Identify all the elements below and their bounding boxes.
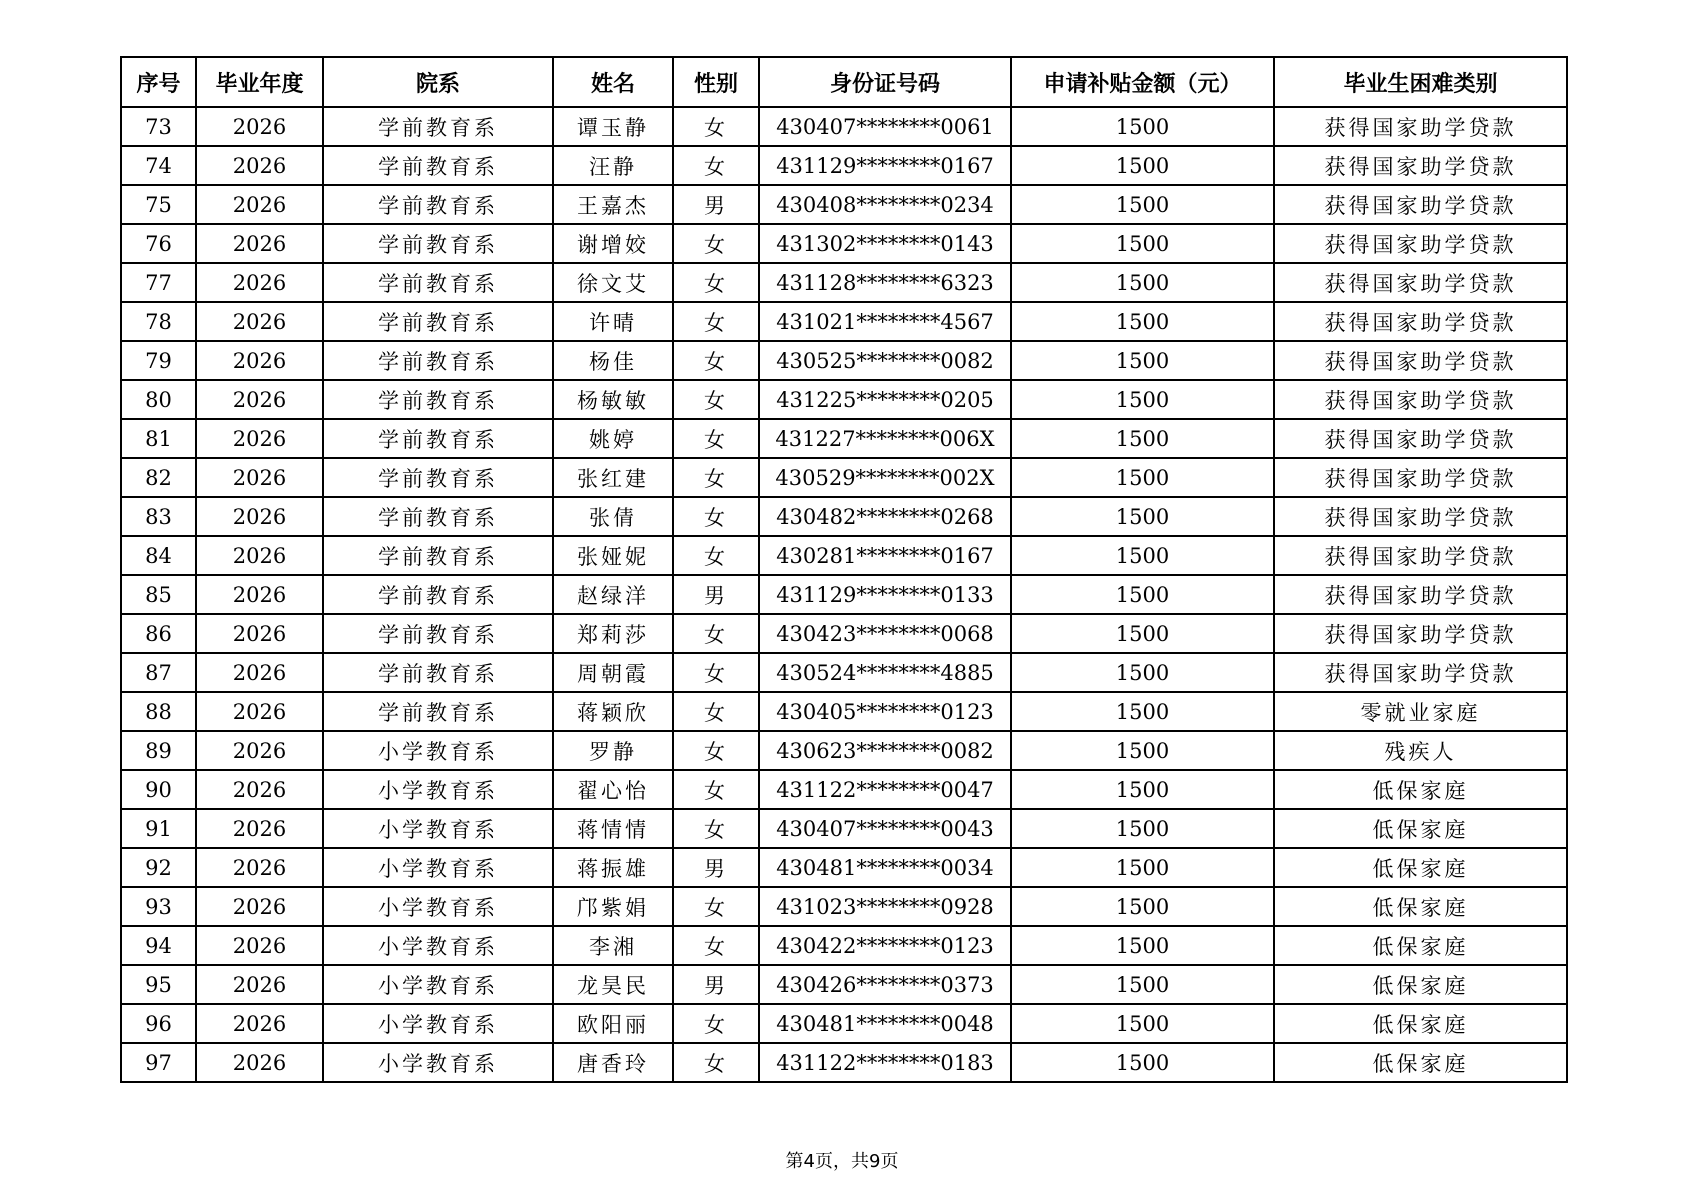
cell-seq: 91 <box>121 809 196 848</box>
cell-difficulty-category: 获得国家助学贷款 <box>1274 263 1567 302</box>
table-row <box>121 458 1567 497</box>
table-row <box>121 731 1567 770</box>
cell-subsidy-amount: 1500 <box>1011 1043 1274 1082</box>
cell-id-number: 431225********0205 <box>759 380 1011 419</box>
cell-grad-year: 2026 <box>196 1004 323 1043</box>
cell-id-number: 430525********0082 <box>759 341 1011 380</box>
cell-name: 汪静 <box>553 146 673 185</box>
table-row <box>121 380 1567 419</box>
table-row <box>121 965 1567 1004</box>
table-row <box>121 1004 1567 1043</box>
cell-name: 赵绿洋 <box>553 575 673 614</box>
cell-difficulty-category: 获得国家助学贷款 <box>1274 458 1567 497</box>
table-row <box>121 263 1567 302</box>
cell-gender: 女 <box>673 770 759 809</box>
cell-id-number: 430405********0123 <box>759 692 1011 731</box>
cell-subsidy-amount: 1500 <box>1011 107 1274 146</box>
cell-difficulty-category: 获得国家助学贷款 <box>1274 341 1567 380</box>
cell-id-number: 431128********6323 <box>759 263 1011 302</box>
table-row <box>121 419 1567 458</box>
cell-gender: 女 <box>673 614 759 653</box>
cell-subsidy-amount: 1500 <box>1011 263 1274 302</box>
table-row <box>121 575 1567 614</box>
cell-grad-year: 2026 <box>196 848 323 887</box>
cell-grad-year: 2026 <box>196 497 323 536</box>
cell-name: 郑莉莎 <box>553 614 673 653</box>
cell-gender: 女 <box>673 107 759 146</box>
cell-id-number: 430481********0034 <box>759 848 1011 887</box>
cell-grad-year: 2026 <box>196 1043 323 1082</box>
cell-name: 欧阳丽 <box>553 1004 673 1043</box>
cell-id-number: 430529********002X <box>759 458 1011 497</box>
cell-id-number: 430422********0123 <box>759 926 1011 965</box>
cell-department: 学前教育系 <box>323 185 553 224</box>
table-row <box>121 809 1567 848</box>
cell-gender: 女 <box>673 497 759 536</box>
header-col-difficulty-category: 毕业生困难类别 <box>1274 57 1567 107</box>
cell-seq: 92 <box>121 848 196 887</box>
cell-id-number: 430407********0043 <box>759 809 1011 848</box>
header-col-grad-year: 毕业年度 <box>196 57 323 107</box>
cell-grad-year: 2026 <box>196 263 323 302</box>
cell-subsidy-amount: 1500 <box>1011 1004 1274 1043</box>
cell-gender: 女 <box>673 653 759 692</box>
cell-id-number: 430408********0234 <box>759 185 1011 224</box>
cell-department: 小学教育系 <box>323 731 553 770</box>
cell-subsidy-amount: 1500 <box>1011 965 1274 1004</box>
cell-grad-year: 2026 <box>196 965 323 1004</box>
cell-seq: 93 <box>121 887 196 926</box>
cell-seq: 78 <box>121 302 196 341</box>
cell-difficulty-category: 低保家庭 <box>1274 809 1567 848</box>
cell-name: 邝紫娟 <box>553 887 673 926</box>
cell-department: 学前教育系 <box>323 146 553 185</box>
cell-grad-year: 2026 <box>196 302 323 341</box>
cell-gender: 女 <box>673 341 759 380</box>
cell-difficulty-category: 获得国家助学贷款 <box>1274 419 1567 458</box>
cell-name: 许晴 <box>553 302 673 341</box>
cell-seq: 86 <box>121 614 196 653</box>
cell-difficulty-category: 低保家庭 <box>1274 770 1567 809</box>
cell-id-number: 431021********4567 <box>759 302 1011 341</box>
cell-name: 龙昊民 <box>553 965 673 1004</box>
cell-department: 小学教育系 <box>323 1043 553 1082</box>
cell-id-number: 431227********006X <box>759 419 1011 458</box>
cell-name: 杨敏敏 <box>553 380 673 419</box>
cell-name: 张娅妮 <box>553 536 673 575</box>
cell-gender: 男 <box>673 965 759 1004</box>
table-row <box>121 224 1567 263</box>
cell-department: 学前教育系 <box>323 380 553 419</box>
cell-grad-year: 2026 <box>196 653 323 692</box>
table-row <box>121 536 1567 575</box>
table-row <box>121 107 1567 146</box>
table-row <box>121 1043 1567 1082</box>
cell-gender: 女 <box>673 302 759 341</box>
cell-difficulty-category: 低保家庭 <box>1274 887 1567 926</box>
cell-department: 小学教育系 <box>323 848 553 887</box>
table-row <box>121 614 1567 653</box>
cell-grad-year: 2026 <box>196 926 323 965</box>
cell-subsidy-amount: 1500 <box>1011 146 1274 185</box>
cell-gender: 男 <box>673 185 759 224</box>
cell-seq: 77 <box>121 263 196 302</box>
cell-gender: 女 <box>673 224 759 263</box>
cell-id-number: 431122********0047 <box>759 770 1011 809</box>
cell-subsidy-amount: 1500 <box>1011 848 1274 887</box>
cell-name: 蒋情情 <box>553 809 673 848</box>
cell-seq: 88 <box>121 692 196 731</box>
cell-name: 王嘉杰 <box>553 185 673 224</box>
cell-gender: 男 <box>673 848 759 887</box>
cell-difficulty-category: 获得国家助学贷款 <box>1274 224 1567 263</box>
cell-department: 学前教育系 <box>323 575 553 614</box>
cell-subsidy-amount: 1500 <box>1011 653 1274 692</box>
table-header <box>121 57 1567 107</box>
cell-gender: 女 <box>673 419 759 458</box>
cell-gender: 女 <box>673 1043 759 1082</box>
cell-seq: 83 <box>121 497 196 536</box>
cell-gender: 女 <box>673 926 759 965</box>
cell-grad-year: 2026 <box>196 380 323 419</box>
cell-grad-year: 2026 <box>196 770 323 809</box>
cell-name: 谭玉静 <box>553 107 673 146</box>
cell-difficulty-category: 获得国家助学贷款 <box>1274 380 1567 419</box>
cell-difficulty-category: 残疾人 <box>1274 731 1567 770</box>
cell-id-number: 430524********4885 <box>759 653 1011 692</box>
cell-difficulty-category: 获得国家助学贷款 <box>1274 575 1567 614</box>
cell-gender: 女 <box>673 263 759 302</box>
cell-department: 小学教育系 <box>323 770 553 809</box>
cell-difficulty-category: 低保家庭 <box>1274 965 1567 1004</box>
cell-gender: 女 <box>673 731 759 770</box>
table-row <box>121 185 1567 224</box>
cell-seq: 81 <box>121 419 196 458</box>
cell-gender: 女 <box>673 692 759 731</box>
table-row <box>121 146 1567 185</box>
cell-id-number: 430623********0082 <box>759 731 1011 770</box>
cell-id-number: 430426********0373 <box>759 965 1011 1004</box>
header-col-department: 院系 <box>323 57 553 107</box>
cell-gender: 女 <box>673 146 759 185</box>
cell-grad-year: 2026 <box>196 575 323 614</box>
cell-name: 蒋颖欣 <box>553 692 673 731</box>
cell-grad-year: 2026 <box>196 887 323 926</box>
cell-id-number: 431122********0183 <box>759 1043 1011 1082</box>
cell-grad-year: 2026 <box>196 731 323 770</box>
cell-gender: 女 <box>673 887 759 926</box>
cell-name: 李湘 <box>553 926 673 965</box>
cell-subsidy-amount: 1500 <box>1011 458 1274 497</box>
cell-name: 杨佳 <box>553 341 673 380</box>
table-row <box>121 497 1567 536</box>
cell-seq: 85 <box>121 575 196 614</box>
cell-gender: 女 <box>673 809 759 848</box>
cell-subsidy-amount: 1500 <box>1011 419 1274 458</box>
header-col-id-number: 身份证号码 <box>759 57 1011 107</box>
cell-seq: 87 <box>121 653 196 692</box>
cell-name: 徐文艾 <box>553 263 673 302</box>
cell-seq: 97 <box>121 1043 196 1082</box>
cell-seq: 74 <box>121 146 196 185</box>
cell-name: 姚婷 <box>553 419 673 458</box>
cell-gender: 女 <box>673 1004 759 1043</box>
cell-name: 周朝霞 <box>553 653 673 692</box>
cell-department: 学前教育系 <box>323 341 553 380</box>
cell-seq: 94 <box>121 926 196 965</box>
header-col-subsidy-amount: 申请补贴金额（元） <box>1011 57 1274 107</box>
cell-difficulty-category: 零就业家庭 <box>1274 692 1567 731</box>
table-row <box>121 692 1567 731</box>
cell-gender: 女 <box>673 458 759 497</box>
cell-id-number: 431129********0133 <box>759 575 1011 614</box>
table-row <box>121 926 1567 965</box>
table-row <box>121 653 1567 692</box>
cell-seq: 95 <box>121 965 196 1004</box>
cell-department: 学前教育系 <box>323 302 553 341</box>
cell-grad-year: 2026 <box>196 458 323 497</box>
cell-seq: 75 <box>121 185 196 224</box>
cell-seq: 90 <box>121 770 196 809</box>
cell-subsidy-amount: 1500 <box>1011 302 1274 341</box>
table-body <box>121 107 1567 1082</box>
table-row <box>121 341 1567 380</box>
cell-difficulty-category: 获得国家助学贷款 <box>1274 536 1567 575</box>
cell-grad-year: 2026 <box>196 614 323 653</box>
page-number: 第4页，共9页 <box>785 1151 899 1172</box>
cell-id-number: 430423********0068 <box>759 614 1011 653</box>
cell-id-number: 431023********0928 <box>759 887 1011 926</box>
cell-name: 张红建 <box>553 458 673 497</box>
cell-grad-year: 2026 <box>196 146 323 185</box>
cell-id-number: 430281********0167 <box>759 536 1011 575</box>
cell-difficulty-category: 获得国家助学贷款 <box>1274 653 1567 692</box>
cell-subsidy-amount: 1500 <box>1011 692 1274 731</box>
cell-subsidy-amount: 1500 <box>1011 341 1274 380</box>
cell-id-number: 430407********0061 <box>759 107 1011 146</box>
cell-subsidy-amount: 1500 <box>1011 770 1274 809</box>
cell-seq: 84 <box>121 536 196 575</box>
cell-department: 学前教育系 <box>323 419 553 458</box>
header-col-name: 姓名 <box>553 57 673 107</box>
cell-subsidy-amount: 1500 <box>1011 497 1274 536</box>
cell-difficulty-category: 获得国家助学贷款 <box>1274 185 1567 224</box>
cell-seq: 76 <box>121 224 196 263</box>
cell-subsidy-amount: 1500 <box>1011 536 1274 575</box>
cell-grad-year: 2026 <box>196 185 323 224</box>
cell-seq: 89 <box>121 731 196 770</box>
cell-grad-year: 2026 <box>196 107 323 146</box>
cell-grad-year: 2026 <box>196 536 323 575</box>
cell-department: 学前教育系 <box>323 224 553 263</box>
table-row <box>121 770 1567 809</box>
cell-department: 学前教育系 <box>323 263 553 302</box>
cell-name: 翟心怡 <box>553 770 673 809</box>
cell-department: 小学教育系 <box>323 809 553 848</box>
cell-name: 张倩 <box>553 497 673 536</box>
cell-name: 蒋振雄 <box>553 848 673 887</box>
cell-gender: 男 <box>673 575 759 614</box>
cell-department: 学前教育系 <box>323 536 553 575</box>
cell-department: 小学教育系 <box>323 887 553 926</box>
header-row <box>121 57 1567 107</box>
cell-id-number: 431129********0167 <box>759 146 1011 185</box>
cell-difficulty-category: 低保家庭 <box>1274 926 1567 965</box>
cell-difficulty-category: 低保家庭 <box>1274 1043 1567 1082</box>
cell-grad-year: 2026 <box>196 224 323 263</box>
cell-difficulty-category: 获得国家助学贷款 <box>1274 107 1567 146</box>
cell-department: 小学教育系 <box>323 926 553 965</box>
cell-subsidy-amount: 1500 <box>1011 224 1274 263</box>
cell-department: 小学教育系 <box>323 965 553 1004</box>
cell-difficulty-category: 获得国家助学贷款 <box>1274 614 1567 653</box>
cell-seq: 96 <box>121 1004 196 1043</box>
cell-subsidy-amount: 1500 <box>1011 614 1274 653</box>
cell-department: 学前教育系 <box>323 458 553 497</box>
table-row <box>121 887 1567 926</box>
cell-seq: 82 <box>121 458 196 497</box>
cell-difficulty-category: 低保家庭 <box>1274 848 1567 887</box>
header-col-seq: 序号 <box>121 57 196 107</box>
cell-department: 学前教育系 <box>323 107 553 146</box>
cell-subsidy-amount: 1500 <box>1011 926 1274 965</box>
cell-department: 学前教育系 <box>323 692 553 731</box>
cell-name: 唐香玲 <box>553 1043 673 1082</box>
cell-id-number: 431302********0143 <box>759 224 1011 263</box>
cell-department: 学前教育系 <box>323 614 553 653</box>
cell-grad-year: 2026 <box>196 341 323 380</box>
cell-seq: 79 <box>121 341 196 380</box>
cell-gender: 女 <box>673 536 759 575</box>
cell-difficulty-category: 获得国家助学贷款 <box>1274 497 1567 536</box>
cell-grad-year: 2026 <box>196 419 323 458</box>
cell-department: 学前教育系 <box>323 653 553 692</box>
cell-difficulty-category: 低保家庭 <box>1274 1004 1567 1043</box>
cell-department: 小学教育系 <box>323 1004 553 1043</box>
cell-subsidy-amount: 1500 <box>1011 887 1274 926</box>
cell-difficulty-category: 获得国家助学贷款 <box>1274 302 1567 341</box>
cell-difficulty-category: 获得国家助学贷款 <box>1274 146 1567 185</box>
table-row <box>121 848 1567 887</box>
table-row <box>121 302 1567 341</box>
cell-grad-year: 2026 <box>196 809 323 848</box>
header-col-gender: 性别 <box>673 57 759 107</box>
cell-subsidy-amount: 1500 <box>1011 380 1274 419</box>
cell-name: 罗静 <box>553 731 673 770</box>
subsidy-table <box>120 56 1568 1083</box>
cell-seq: 73 <box>121 107 196 146</box>
cell-gender: 女 <box>673 380 759 419</box>
cell-subsidy-amount: 1500 <box>1011 809 1274 848</box>
cell-subsidy-amount: 1500 <box>1011 575 1274 614</box>
cell-department: 学前教育系 <box>323 497 553 536</box>
cell-id-number: 430482********0268 <box>759 497 1011 536</box>
cell-grad-year: 2026 <box>196 692 323 731</box>
cell-subsidy-amount: 1500 <box>1011 731 1274 770</box>
cell-subsidy-amount: 1500 <box>1011 185 1274 224</box>
cell-seq: 80 <box>121 380 196 419</box>
cell-id-number: 430481********0048 <box>759 1004 1011 1043</box>
cell-name: 谢增姣 <box>553 224 673 263</box>
